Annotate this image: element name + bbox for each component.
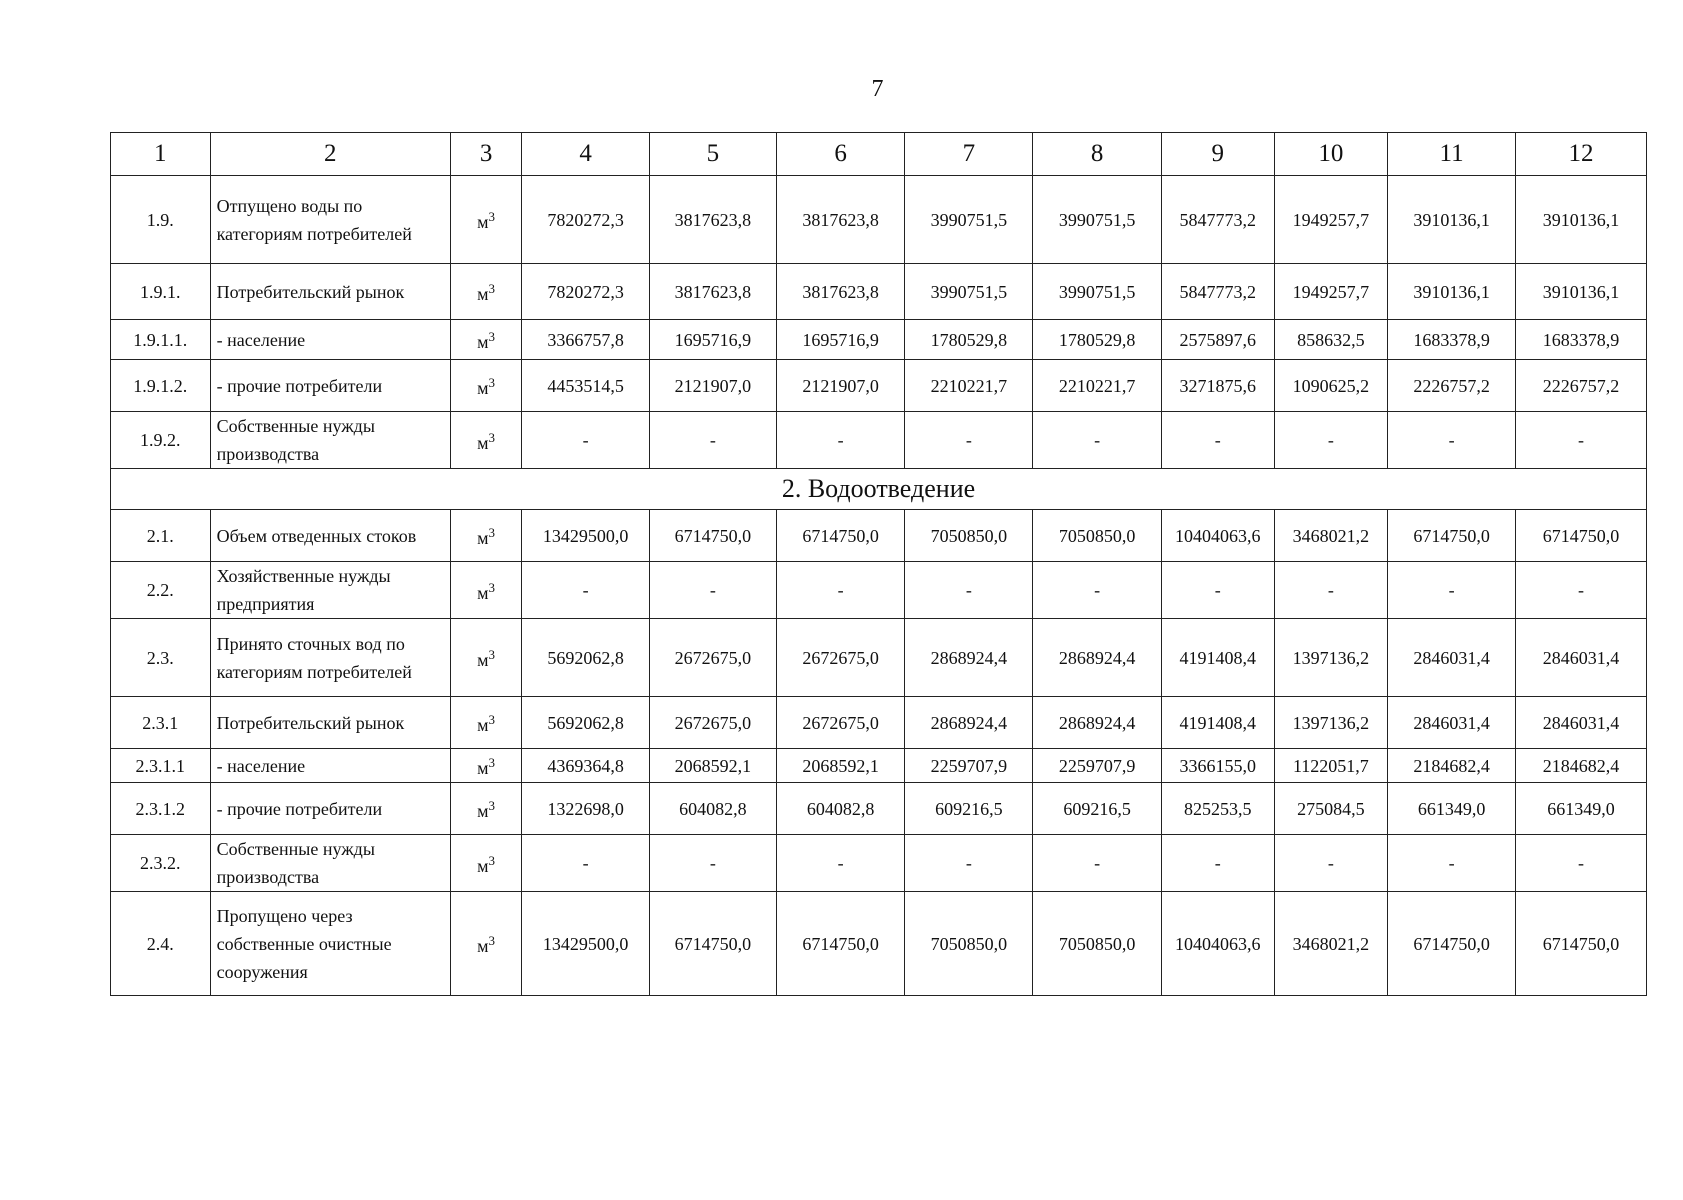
value-cell: - <box>905 562 1033 619</box>
value-cell: 1695716,9 <box>776 320 905 360</box>
header-cell: 6 <box>776 133 905 176</box>
unit-exponent: 3 <box>488 798 496 813</box>
value-cell: - <box>776 412 905 469</box>
unit-text: м <box>477 378 489 398</box>
value-cell: 2068592,1 <box>776 749 905 783</box>
value-cell: 2184682,4 <box>1515 749 1646 783</box>
unit-exponent: 3 <box>488 579 496 595</box>
value-cell: - <box>1161 562 1274 619</box>
value-cell: 6714750,0 <box>650 892 777 996</box>
unit-text: м <box>477 855 489 876</box>
row-unit <box>450 320 521 360</box>
table-row <box>111 412 1647 469</box>
row-code: 1.9.2. <box>111 412 211 469</box>
value-cell: 275084,5 <box>1274 783 1388 835</box>
header-cell: 7 <box>905 133 1033 176</box>
value-cell: 2846031,4 <box>1515 619 1646 697</box>
row-unit <box>450 697 521 749</box>
value-cell: - <box>1033 835 1162 892</box>
value-cell: 858632,5 <box>1274 320 1388 360</box>
value-cell: 7050850,0 <box>1033 510 1162 562</box>
value-cell: 825253,5 <box>1161 783 1274 835</box>
row-unit <box>450 176 521 264</box>
value-cell: - <box>1515 562 1646 619</box>
value-cell: - <box>522 412 650 469</box>
value-cell: 604082,8 <box>776 783 905 835</box>
value-cell: 1122051,7 <box>1274 749 1388 783</box>
value-cell: 3817623,8 <box>776 264 905 320</box>
row-unit <box>450 412 521 469</box>
row-code: 1.9. <box>111 176 211 264</box>
value-cell: 2226757,2 <box>1388 360 1516 412</box>
value-cell: 10404063,6 <box>1161 892 1274 996</box>
value-cell: 3910136,1 <box>1515 176 1646 264</box>
header-cell: 2 <box>210 133 450 176</box>
value-cell: - <box>1515 835 1646 892</box>
value-cell: 1949257,7 <box>1274 176 1388 264</box>
table-row <box>111 749 1647 783</box>
value-cell: 2868924,4 <box>905 619 1033 697</box>
value-cell: - <box>776 562 905 619</box>
row-unit <box>450 510 521 562</box>
header-cell: 1 <box>111 133 211 176</box>
unit-text: м <box>477 528 489 548</box>
value-cell: 3990751,5 <box>905 176 1033 264</box>
header-cell: 4 <box>522 133 650 176</box>
row-code: 1.9.1. <box>111 264 211 320</box>
value-cell: 2672675,0 <box>776 619 905 697</box>
value-cell: 604082,8 <box>650 783 777 835</box>
value-cell: 3910136,1 <box>1515 264 1646 320</box>
value-cell: - <box>905 412 1033 469</box>
value-cell: 2846031,4 <box>1515 697 1646 749</box>
value-cell: 1683378,9 <box>1388 320 1516 360</box>
value-cell: 4369364,8 <box>522 749 650 783</box>
header-cell: 12 <box>1515 133 1646 176</box>
row-name: Потребительский рынок <box>210 697 450 749</box>
value-cell: 3817623,8 <box>650 176 777 264</box>
value-cell: 1949257,7 <box>1274 264 1388 320</box>
value-cell: 6714750,0 <box>776 892 905 996</box>
value-cell: - <box>650 835 777 892</box>
row-name: Объем отведенных стоков <box>210 510 450 562</box>
row-code: 2.1. <box>111 510 211 562</box>
value-cell: 13429500,0 <box>522 510 650 562</box>
value-cell: 10404063,6 <box>1161 510 1274 562</box>
value-cell: 6714750,0 <box>1515 510 1646 562</box>
unit-text: м <box>477 432 489 453</box>
value-cell: 2672675,0 <box>650 619 777 697</box>
table-row <box>111 320 1647 360</box>
row-unit <box>450 264 521 320</box>
value-cell: - <box>1515 412 1646 469</box>
table-row <box>111 176 1647 264</box>
value-cell: 4453514,5 <box>522 360 650 412</box>
value-cell: 3817623,8 <box>776 176 905 264</box>
table-row <box>111 697 1647 749</box>
unit-text: м <box>477 715 489 735</box>
row-unit <box>450 360 521 412</box>
value-cell: 2846031,4 <box>1388 697 1516 749</box>
value-cell: 2259707,9 <box>905 749 1033 783</box>
row-code: 2.3.1 <box>111 697 211 749</box>
value-cell: 3366155,0 <box>1161 749 1274 783</box>
value-cell: 6714750,0 <box>776 510 905 562</box>
section-row <box>111 469 1647 510</box>
unit-exponent: 3 <box>488 375 496 390</box>
header-cell: 3 <box>450 133 521 176</box>
table-row <box>111 892 1647 996</box>
unit-exponent: 3 <box>488 525 496 540</box>
page-number: 7 <box>871 76 884 102</box>
value-cell: 7820272,3 <box>522 264 650 320</box>
row-unit <box>450 835 521 892</box>
value-cell: 3990751,5 <box>905 264 1033 320</box>
value-cell: - <box>522 835 650 892</box>
row-name: Принято сточных вод по категориям потребителей <box>210 619 450 697</box>
value-cell: 3366757,8 <box>522 320 650 360</box>
header-cell: 11 <box>1388 133 1516 176</box>
unit-exponent: 3 <box>488 755 496 770</box>
table-row <box>111 562 1647 619</box>
header-cell: 8 <box>1033 133 1162 176</box>
value-cell: 2121907,0 <box>650 360 777 412</box>
unit-exponent: 3 <box>488 329 496 344</box>
value-cell: 2068592,1 <box>650 749 777 783</box>
row-code: 2.4. <box>111 892 211 996</box>
section-title: 2. Водоотведение <box>111 469 1647 510</box>
row-name: - население <box>210 749 450 783</box>
value-cell: 5847773,2 <box>1161 264 1274 320</box>
value-cell: 661349,0 <box>1515 783 1646 835</box>
value-cell: 2226757,2 <box>1515 360 1646 412</box>
header-cell: 10 <box>1274 133 1388 176</box>
value-cell: 2846031,4 <box>1388 619 1516 697</box>
value-cell: 5692062,8 <box>522 697 650 749</box>
value-cell: - <box>1274 835 1388 892</box>
table-row <box>111 360 1647 412</box>
value-cell: 2210221,7 <box>1033 360 1162 412</box>
value-cell: - <box>776 835 905 892</box>
header-cell: 5 <box>650 133 777 176</box>
value-cell: 3910136,1 <box>1388 264 1516 320</box>
row-code: 2.3.1.2 <box>111 783 211 835</box>
value-cell: - <box>1388 835 1516 892</box>
value-cell: 3910136,1 <box>1388 176 1516 264</box>
value-cell: 13429500,0 <box>522 892 650 996</box>
value-cell: 1695716,9 <box>650 320 777 360</box>
unit-text: м <box>477 758 489 778</box>
value-cell: 1397136,2 <box>1274 697 1388 749</box>
unit-exponent: 3 <box>488 933 496 948</box>
unit-exponent: 3 <box>488 281 496 296</box>
row-unit <box>450 749 521 783</box>
unit-text: м <box>477 284 489 304</box>
value-cell: 1397136,2 <box>1274 619 1388 697</box>
row-unit <box>450 619 521 697</box>
row-code: 2.2. <box>111 562 211 619</box>
value-cell: 3817623,8 <box>650 264 777 320</box>
value-cell: 6714750,0 <box>1515 892 1646 996</box>
value-cell: 609216,5 <box>905 783 1033 835</box>
row-name: Собственные нужды производства <box>210 835 450 892</box>
table-row <box>111 835 1647 892</box>
row-name: - население <box>210 320 450 360</box>
value-cell: - <box>1161 412 1274 469</box>
value-cell: 3990751,5 <box>1033 264 1162 320</box>
row-code: 2.3. <box>111 619 211 697</box>
value-cell: 2184682,4 <box>1388 749 1516 783</box>
value-cell: 7050850,0 <box>1033 892 1162 996</box>
value-cell: - <box>1033 412 1162 469</box>
value-cell: 2575897,6 <box>1161 320 1274 360</box>
value-cell: - <box>1388 412 1516 469</box>
value-cell: 3271875,6 <box>1161 360 1274 412</box>
row-name: Потребительский рынок <box>210 264 450 320</box>
unit-text: м <box>477 650 489 670</box>
value-cell: - <box>1274 562 1388 619</box>
value-cell: - <box>1033 562 1162 619</box>
unit-exponent: 3 <box>488 712 496 727</box>
unit-exponent: 3 <box>488 852 496 868</box>
value-cell: 3468021,2 <box>1274 510 1388 562</box>
row-name: Хозяйственные нужды предприятия <box>210 562 450 619</box>
unit-text: м <box>477 582 489 603</box>
value-cell: - <box>1274 412 1388 469</box>
value-cell: 6714750,0 <box>1388 510 1516 562</box>
value-cell: - <box>1388 562 1516 619</box>
value-cell: - <box>650 562 777 619</box>
value-cell: 1780529,8 <box>905 320 1033 360</box>
value-cell: 609216,5 <box>1033 783 1162 835</box>
value-cell: 5847773,2 <box>1161 176 1274 264</box>
table-row <box>111 510 1647 562</box>
unit-text: м <box>477 936 489 956</box>
value-cell: 5692062,8 <box>522 619 650 697</box>
value-cell: 1780529,8 <box>1033 320 1162 360</box>
unit-text: м <box>477 212 489 232</box>
row-name: Пропущено через собственные очистные сооружения <box>210 892 450 996</box>
value-cell: 661349,0 <box>1388 783 1516 835</box>
unit-exponent: 3 <box>488 209 496 224</box>
row-code: 2.3.1.1 <box>111 749 211 783</box>
value-cell: 7820272,3 <box>522 176 650 264</box>
value-cell: 2672675,0 <box>650 697 777 749</box>
row-code: 2.3.2. <box>111 835 211 892</box>
value-cell: 7050850,0 <box>905 892 1033 996</box>
header-cell: 9 <box>1161 133 1274 176</box>
value-cell: - <box>650 412 777 469</box>
value-cell: 2868924,4 <box>1033 619 1162 697</box>
row-unit <box>450 783 521 835</box>
value-cell: - <box>1161 835 1274 892</box>
row-name: - прочие потребители <box>210 783 450 835</box>
value-cell: 4191408,4 <box>1161 619 1274 697</box>
unit-text: м <box>477 332 489 352</box>
value-cell: - <box>522 562 650 619</box>
row-unit <box>450 892 521 996</box>
row-unit <box>450 562 521 619</box>
row-name: Собственные нужды производства <box>210 412 450 469</box>
value-cell: 3468021,2 <box>1274 892 1388 996</box>
unit-text: м <box>477 801 489 821</box>
value-cell: 1322698,0 <box>522 783 650 835</box>
value-cell: 6714750,0 <box>1388 892 1516 996</box>
value-cell: 2121907,0 <box>776 360 905 412</box>
data-table <box>110 132 1647 996</box>
row-code: 1.9.1.2. <box>111 360 211 412</box>
value-cell: 2868924,4 <box>1033 697 1162 749</box>
value-cell: 1683378,9 <box>1515 320 1646 360</box>
value-cell: 2259707,9 <box>1033 749 1162 783</box>
row-code: 1.9.1.1. <box>111 320 211 360</box>
table-row <box>111 619 1647 697</box>
value-cell: 7050850,0 <box>905 510 1033 562</box>
value-cell: 6714750,0 <box>650 510 777 562</box>
value-cell: 3990751,5 <box>1033 176 1162 264</box>
header-row <box>111 133 1647 176</box>
value-cell: 2210221,7 <box>905 360 1033 412</box>
value-cell: 2672675,0 <box>776 697 905 749</box>
table-row <box>111 783 1647 835</box>
value-cell: 1090625,2 <box>1274 360 1388 412</box>
table-row <box>111 264 1647 320</box>
unit-exponent: 3 <box>488 647 496 662</box>
row-name: Отпущено воды по категориям потребителей <box>210 176 450 264</box>
row-name: - прочие потребители <box>210 360 450 412</box>
value-cell: 2868924,4 <box>905 697 1033 749</box>
unit-exponent: 3 <box>488 429 496 445</box>
value-cell: 4191408,4 <box>1161 697 1274 749</box>
value-cell: - <box>905 835 1033 892</box>
